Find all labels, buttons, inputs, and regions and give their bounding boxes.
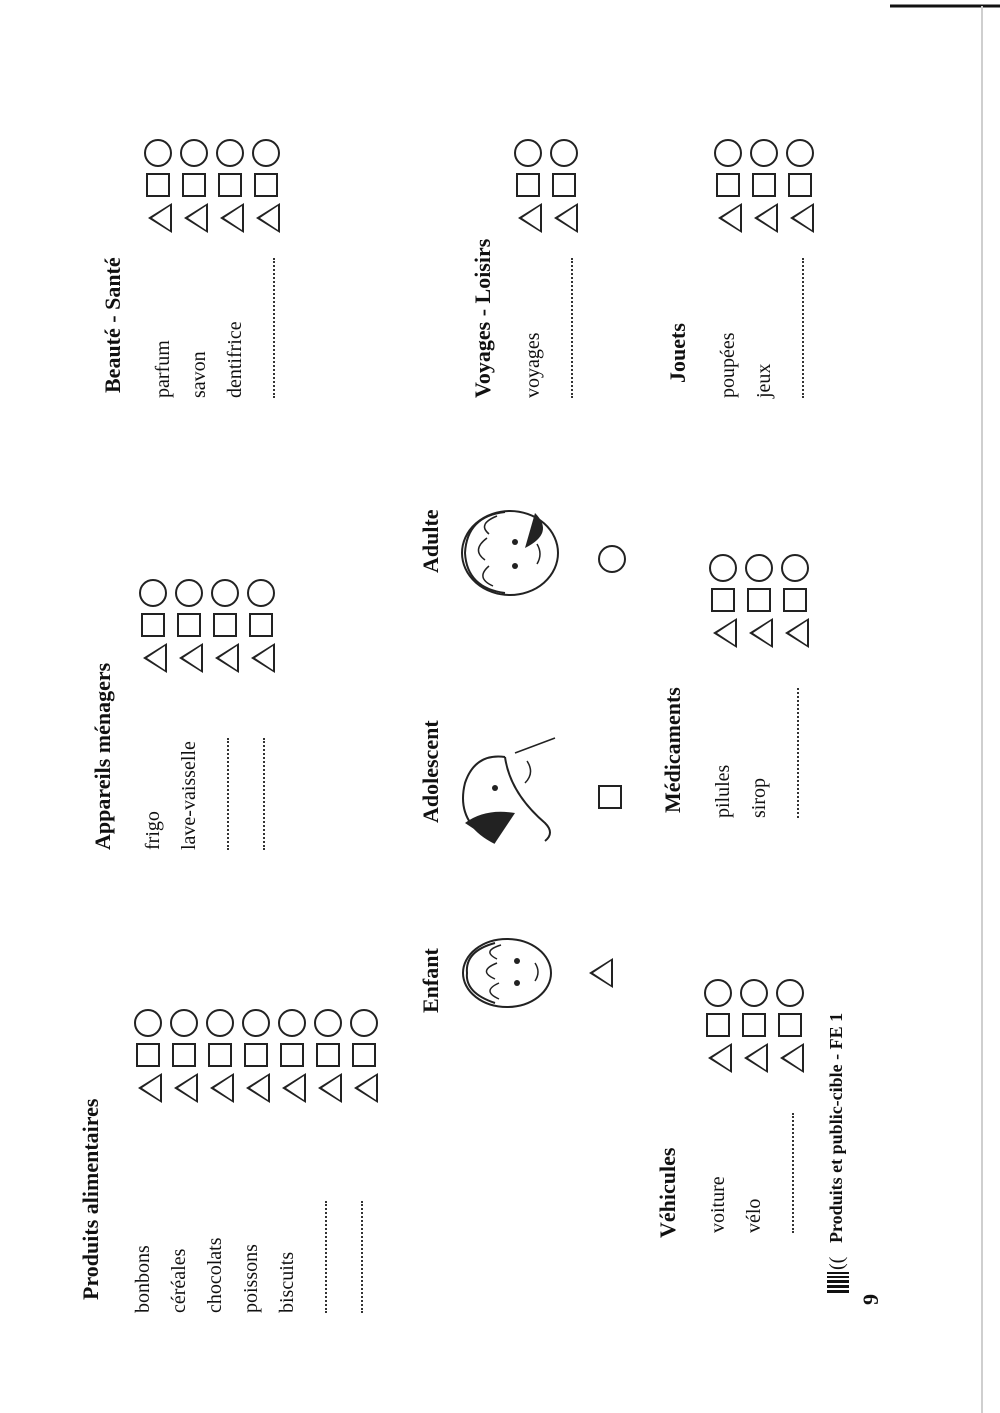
list-item: bonbons	[132, 1245, 154, 1313]
target-label-adulte: Adulte	[418, 509, 443, 573]
list-item: poissons	[240, 1244, 262, 1313]
circle-icon[interactable]	[211, 579, 239, 607]
square-icon[interactable]	[316, 1043, 340, 1067]
symbol-row	[248, 139, 284, 233]
symbol-row	[700, 979, 736, 1073]
child-face-icon	[455, 933, 560, 1013]
section-appareils-menagers	[90, 663, 116, 850]
symbol-row	[274, 1009, 310, 1103]
square-icon[interactable]	[208, 1043, 232, 1067]
symbol-row	[777, 554, 813, 648]
section-title: Véhicules	[655, 1147, 680, 1238]
section-title: Beauté - Santé	[100, 257, 125, 393]
section-beaute-sante	[100, 257, 126, 393]
list-item: poupées	[717, 332, 739, 398]
list-item: voyages	[522, 332, 544, 398]
symbol-row	[741, 554, 777, 648]
circle-icon[interactable]	[278, 1009, 306, 1037]
triangle-icon[interactable]	[354, 1073, 378, 1103]
list-item: dentifrice	[224, 321, 246, 398]
item-list-beaute	[145, 258, 289, 398]
square-icon[interactable]	[172, 1043, 196, 1067]
square-icon[interactable]	[352, 1043, 376, 1067]
symbol-row	[202, 1009, 238, 1103]
publisher-logo-icon: ((	[826, 1257, 849, 1293]
triangle-icon[interactable]	[713, 618, 737, 648]
blank-line[interactable]	[777, 688, 813, 818]
list-item: chocolats	[204, 1237, 226, 1313]
square-icon[interactable]	[711, 588, 735, 612]
symbol-row	[135, 579, 171, 673]
list-item: lave-vaisselle	[178, 741, 200, 850]
circle-icon[interactable]	[745, 554, 773, 582]
symbol-row	[772, 979, 808, 1073]
circle-icon[interactable]	[750, 139, 778, 167]
blank-line[interactable]	[782, 258, 818, 398]
symbol-row	[171, 579, 207, 673]
circle-icon[interactable]	[740, 979, 768, 1007]
square-icon[interactable]	[244, 1043, 268, 1067]
square-icon[interactable]	[136, 1043, 160, 1067]
circle-icon[interactable]	[781, 554, 809, 582]
symbol-row	[166, 1009, 202, 1103]
circle-icon	[598, 545, 626, 573]
symbol-grid-voyages	[510, 139, 582, 233]
square-icon[interactable]	[742, 1013, 766, 1037]
list-item: vélo	[743, 1198, 765, 1233]
blank-line[interactable]	[551, 258, 587, 398]
square-icon[interactable]	[280, 1043, 304, 1067]
section-title: Appareils ménagers	[90, 662, 115, 850]
triangle-icon[interactable]	[148, 203, 172, 233]
section-produits-alimentaires	[78, 1099, 104, 1300]
square-icon[interactable]	[182, 173, 206, 197]
triangle-icon[interactable]	[785, 618, 809, 648]
circle-icon[interactable]	[714, 139, 742, 167]
symbol-row	[238, 1009, 274, 1103]
item-list-appareils	[135, 738, 279, 850]
triangle-icon[interactable]	[318, 1073, 342, 1103]
symbol-row	[782, 139, 818, 233]
triangle-icon[interactable]	[143, 643, 167, 673]
square-icon[interactable]	[778, 1013, 802, 1037]
page-number: 9	[858, 1294, 883, 1305]
triangle-icon[interactable]	[780, 1043, 804, 1073]
triangle-icon[interactable]	[708, 1043, 732, 1073]
adult-face-icon	[455, 498, 565, 608]
circle-icon[interactable]	[350, 1009, 378, 1037]
triangle-icon[interactable]	[220, 203, 244, 233]
triangle-icon[interactable]	[251, 643, 275, 673]
blank-line[interactable]	[243, 738, 279, 850]
circle-icon[interactable]	[252, 139, 280, 167]
symbol-row	[705, 554, 741, 648]
square-icon[interactable]	[752, 173, 776, 197]
section-jouets	[665, 323, 691, 383]
circle-icon[interactable]	[776, 979, 804, 1007]
square-icon[interactable]	[218, 173, 242, 197]
square-icon[interactable]	[254, 173, 278, 197]
triangle-icon[interactable]	[754, 203, 778, 233]
circle-icon[interactable]	[170, 1009, 198, 1037]
triangle-icon[interactable]	[138, 1073, 162, 1103]
symbol-grid-appareils	[135, 579, 279, 673]
triangle-icon	[589, 958, 613, 988]
square-icon	[598, 785, 622, 809]
target-label-enfant: Enfant	[418, 948, 443, 1013]
section-title: Jouets	[665, 323, 690, 383]
list-item: parfum	[152, 340, 174, 398]
circle-icon[interactable]	[514, 139, 542, 167]
circle-icon[interactable]	[144, 139, 172, 167]
blank-line[interactable]	[253, 258, 289, 398]
square-icon[interactable]	[141, 613, 165, 637]
square-icon[interactable]	[783, 588, 807, 612]
symbol-row	[130, 1009, 166, 1103]
circle-icon[interactable]	[704, 979, 732, 1007]
item-list-medicaments	[705, 688, 813, 818]
triangle-icon[interactable]	[184, 203, 208, 233]
item-list-vehicules	[700, 1113, 808, 1233]
list-item: savon	[188, 351, 210, 398]
square-icon[interactable]	[249, 613, 273, 637]
symbol-grid-vehicules	[700, 979, 808, 1073]
symbol-row	[510, 139, 546, 233]
triangle-icon[interactable]	[749, 618, 773, 648]
square-icon[interactable]	[706, 1013, 730, 1037]
circle-icon[interactable]	[206, 1009, 234, 1037]
blank-line[interactable]	[341, 1201, 377, 1313]
blank-line[interactable]	[207, 738, 243, 850]
symbol-row	[746, 139, 782, 233]
symbol-row	[736, 979, 772, 1073]
item-list-voyages	[515, 258, 587, 398]
list-item: frigo	[142, 811, 164, 850]
symbol-row	[546, 139, 582, 233]
triangle-icon[interactable]	[179, 643, 203, 673]
triangle-icon[interactable]	[174, 1073, 198, 1103]
triangle-icon[interactable]	[744, 1043, 768, 1073]
square-icon[interactable]	[552, 173, 576, 197]
list-item: céréales	[168, 1248, 190, 1313]
footer-title: Produits et public-cible - FE 1	[826, 1012, 846, 1243]
list-item: voiture	[707, 1176, 729, 1233]
list-item: jeux	[753, 363, 775, 398]
list-item: pilules	[712, 764, 734, 818]
square-icon[interactable]	[716, 173, 740, 197]
section-vehicules	[655, 1148, 681, 1238]
triangle-icon[interactable]	[518, 203, 542, 233]
item-list-jouets	[710, 258, 818, 398]
section-title: Médicaments	[660, 687, 685, 813]
square-icon[interactable]	[788, 173, 812, 197]
blank-line[interactable]	[772, 1113, 808, 1233]
symbol-grid-beaute	[140, 139, 284, 233]
target-label-adolescent: Adolescent	[418, 720, 443, 823]
symbol-row	[310, 1009, 346, 1103]
triangle-icon[interactable]	[790, 203, 814, 233]
circle-icon[interactable]	[786, 139, 814, 167]
circle-icon[interactable]	[550, 139, 578, 167]
symbol-row	[207, 579, 243, 673]
circle-icon[interactable]	[175, 579, 203, 607]
triangle-icon[interactable]	[554, 203, 578, 233]
square-icon[interactable]	[747, 588, 771, 612]
triangle-icon[interactable]	[282, 1073, 306, 1103]
square-icon[interactable]	[213, 613, 237, 637]
section-voyages-loisirs	[470, 239, 496, 398]
triangle-icon[interactable]	[215, 643, 239, 673]
circle-icon[interactable]	[216, 139, 244, 167]
circle-icon[interactable]	[139, 579, 167, 607]
symbol-row	[243, 579, 279, 673]
teen-face-icon	[455, 733, 560, 853]
section-title: Produits alimentaires	[78, 1098, 103, 1300]
circle-icon[interactable]	[247, 579, 275, 607]
triangle-icon[interactable]	[718, 203, 742, 233]
triangle-icon[interactable]	[256, 203, 280, 233]
symbol-row	[140, 139, 176, 233]
page-edge-decoration	[890, 0, 1000, 1413]
triangle-icon[interactable]	[246, 1073, 270, 1103]
symbol-grid-medicaments	[705, 554, 813, 648]
symbol-grid-produits	[130, 1009, 382, 1103]
blank-line[interactable]	[305, 1201, 341, 1313]
symbol-row	[212, 139, 248, 233]
circle-icon[interactable]	[314, 1009, 342, 1037]
list-item: sirop	[748, 778, 770, 818]
circle-icon[interactable]	[709, 554, 737, 582]
item-list-produits	[125, 1201, 377, 1313]
section-title: Voyages - Loisirs	[470, 238, 495, 398]
symbol-row	[346, 1009, 382, 1103]
triangle-icon[interactable]	[210, 1073, 234, 1103]
square-icon[interactable]	[177, 613, 201, 637]
symbol-grid-jouets	[710, 139, 818, 233]
square-icon[interactable]	[146, 173, 170, 197]
circle-icon[interactable]	[134, 1009, 162, 1037]
symbol-row	[710, 139, 746, 233]
circle-icon[interactable]	[242, 1009, 270, 1037]
symbol-row	[176, 139, 212, 233]
section-medicaments	[660, 687, 686, 813]
circle-icon[interactable]	[180, 139, 208, 167]
list-item: biscuits	[276, 1251, 298, 1313]
square-icon[interactable]	[516, 173, 540, 197]
